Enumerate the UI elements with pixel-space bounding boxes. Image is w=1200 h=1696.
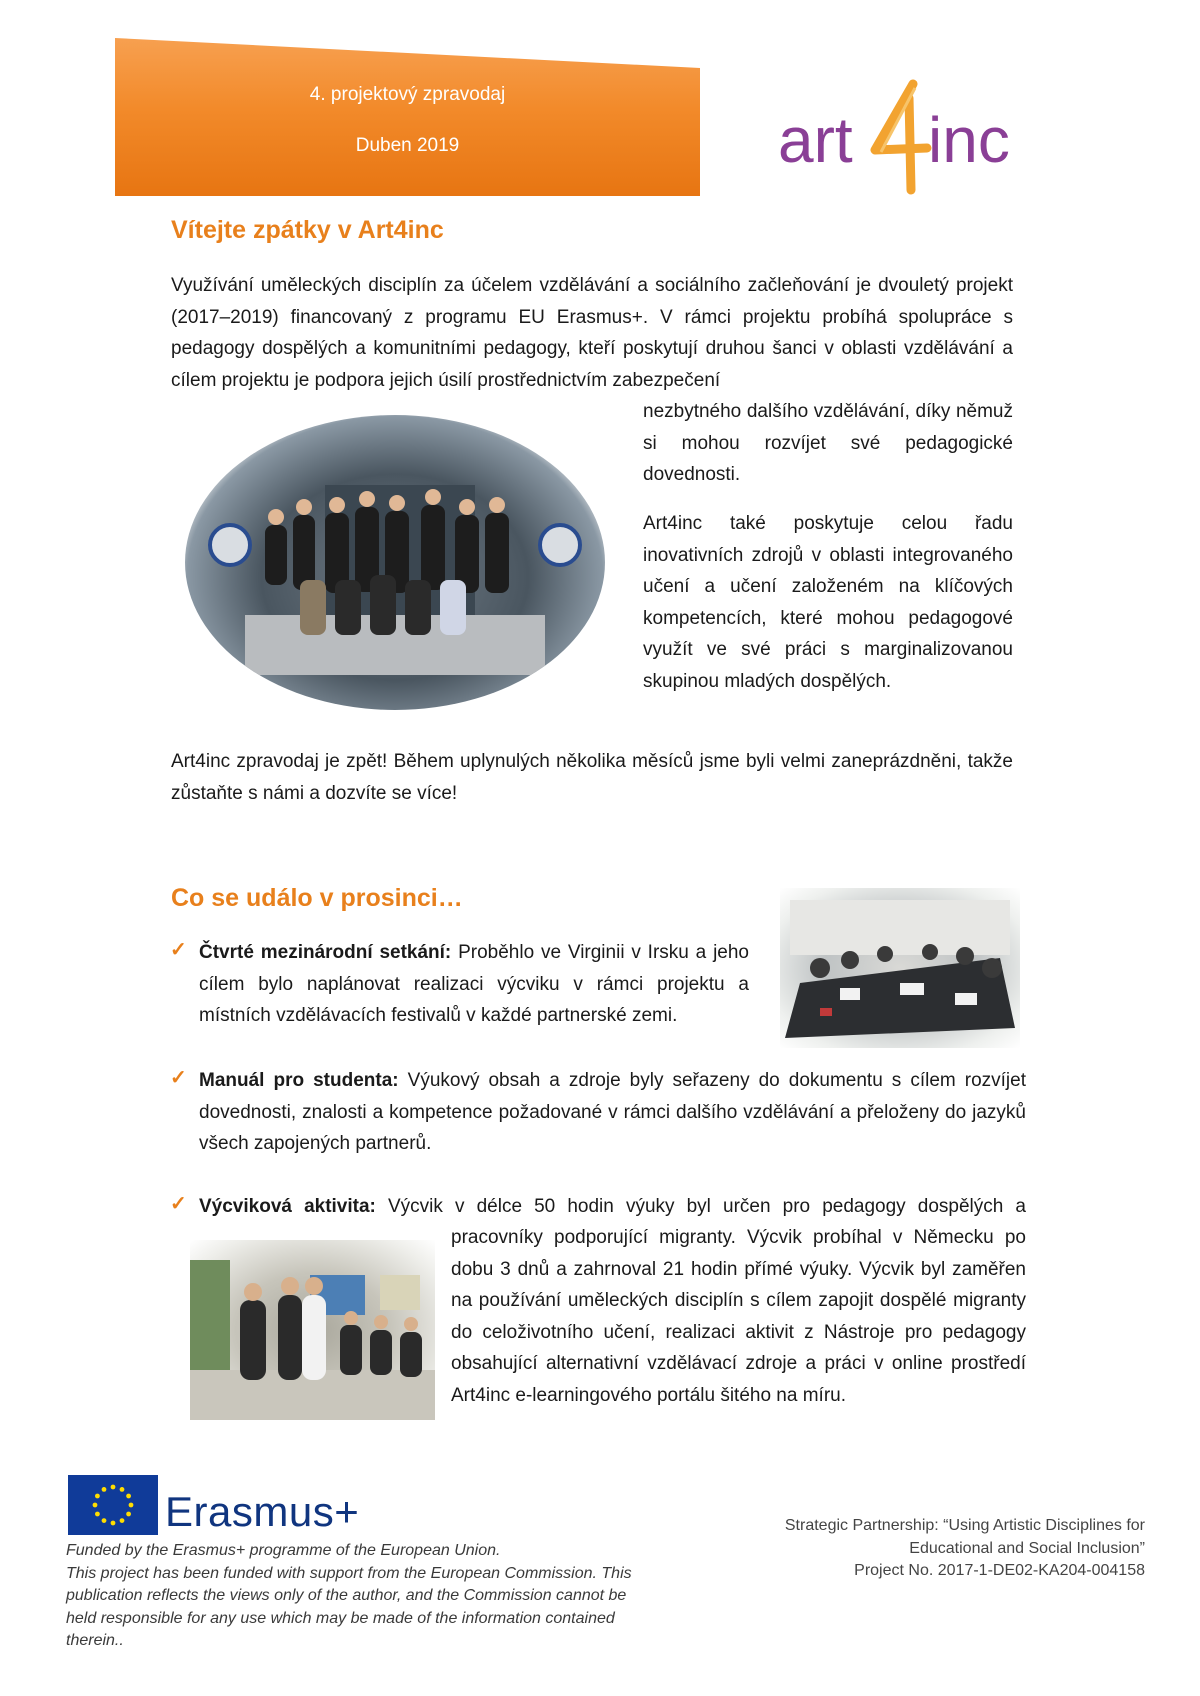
training-photo	[190, 1240, 435, 1420]
logo-art: art	[778, 104, 853, 176]
header-banner	[115, 38, 700, 196]
disclaimer-line: This project has been funded with support from the European Commission. This	[66, 1564, 632, 1582]
eu-star-icon	[126, 1512, 131, 1517]
logo-four	[770, 70, 771, 71]
section-title-welcome: Vítejte zpátky v Art4inc	[171, 216, 444, 244]
list-item-manual	[199, 1065, 1026, 1160]
newsletter-label: 4. projektový zpravodaj	[309, 84, 506, 105]
disclaimer-line: publication reflects the views only of the author, and the Commission cannot be	[66, 1587, 627, 1604]
meeting-photo	[780, 888, 1020, 1048]
eu-star-icon	[93, 1503, 98, 1508]
checkmark-icon: ✓	[170, 939, 187, 961]
erasmus-logo-text: Erasmus+	[165, 1488, 360, 1535]
eu-star-icon	[95, 1512, 100, 1517]
project-number: Project No. 2017-1-DE02-KA204-004158	[854, 1562, 1145, 1579]
item-text: Proběhlo ve Virginii v Irsku a jeho cílem bylo naplánovat realizaci výcviku v rámci projektu a místních vzdělávacích festivalů v každé partnerské zemi.	[199, 942, 749, 1026]
newsletter-date: Duben 2019	[355, 135, 460, 156]
eu-star-icon	[111, 1521, 116, 1526]
eu-star-icon	[102, 1518, 107, 1523]
checkmark-icon: ✓	[170, 1193, 187, 1215]
partnership-line: Strategic Partnership: “Using Artistic Disciplines for	[784, 1517, 1145, 1534]
item-label: Výcviková aktivita:	[199, 1196, 376, 1217]
eu-star-icon	[120, 1518, 125, 1523]
disclaimer-line: therein..	[66, 1632, 124, 1649]
section-title-december: Co se událo v prosinci…	[171, 884, 463, 912]
logo-inc: inc	[928, 104, 1010, 176]
eu-star-icon	[111, 1485, 116, 1490]
eu-star-icon	[120, 1487, 125, 1492]
item-text: Výukový obsah a zdroje byly seřazeny do dokumentu s cílem rozvíjet dovednosti, znalosti a kompetence požadované v rámci dalšího vzdělávání a přeloženy do jazyků všech zapojených partnerů.	[199, 1070, 1026, 1154]
partnership-info	[720, 1515, 1145, 1583]
funding-disclaimer	[66, 1540, 686, 1653]
list-item-meeting	[199, 937, 749, 1032]
eu-star-icon	[126, 1494, 131, 1499]
art4inc-logo	[770, 70, 1030, 200]
outro-paragraph: Art4inc zpravodaj je zpět! Během uplynulých několika měsíců jsme byli velmi zaneprázdněni, takže zůstaňte s námi a dozvíte se více!	[171, 751, 1013, 804]
intro-paragraph: Využívání uměleckých disciplín za účelem vzdělávání a sociálního začleňování je dvouletý projekt (2017–2019) financovaný z programu EU Erasmus+. V rámci projektu probíhá spolupráce s pedagogy dospělých a komunitními pedagogy, kteří poskytují druhou šanci v oblasti vzdělávání a cílem projektu je podpora jejich úsilí prostřednictvím zabezpečení	[171, 275, 1013, 391]
logo-four-mark	[865, 78, 935, 196]
eu-star-icon	[129, 1503, 134, 1508]
disclaimer-line: Funded by the Erasmus+ programme of the European Union.	[66, 1542, 501, 1559]
checkmark-icon: ✓	[170, 1067, 187, 1089]
list-item-training	[199, 1191, 1026, 1223]
list-item-training-continued: pracovníky podporující migranty. Výcvik probíhal v Německu po dobu 3 dnů a zahrnoval 21 hodin přímé výuky. Výcvik byl zaměřen na používání uměleckých disciplín s cílem zapojit dospělé migranty do celoživotního učení, realizaci aktivit z Nástroje pro pedagogy obsahující alternativní vzdělávací zdroje a práci v online prostředí Art4inc e-learningového portálu šitého na míru.	[451, 1227, 1026, 1406]
intro-paragraph-continued: nezbytného dalšího vzdělávání, díky němuž si mohou rozvíjet své pedagogické dovednosti.	[643, 401, 1013, 485]
eu-flag-icon	[68, 1475, 158, 1535]
group-photo	[185, 415, 605, 710]
item-label: Čtvrté mezinárodní setkání:	[199, 942, 452, 963]
item-label: Manuál pro studenta:	[199, 1070, 399, 1091]
disclaimer-line: held responsible for any use which may be made of the information contained	[66, 1609, 615, 1627]
item-text: Výcvik v délce 50 hodin výuky byl určen pro pedagogy dospělých a	[375, 1196, 1027, 1217]
resources-paragraph: Art4inc také poskytuje celou řadu inovativních zdrojů v oblasti integrovaného učení a učení založeném na klíčových kompetencích, které mohou pedagogové využít ve své práci s marginalizovanou skupinou mladých dospělých.	[643, 513, 1013, 692]
eu-star-icon	[102, 1487, 107, 1492]
eu-star-icon	[95, 1494, 100, 1499]
partnership-line: Educational and Social Inclusion”	[909, 1539, 1145, 1557]
